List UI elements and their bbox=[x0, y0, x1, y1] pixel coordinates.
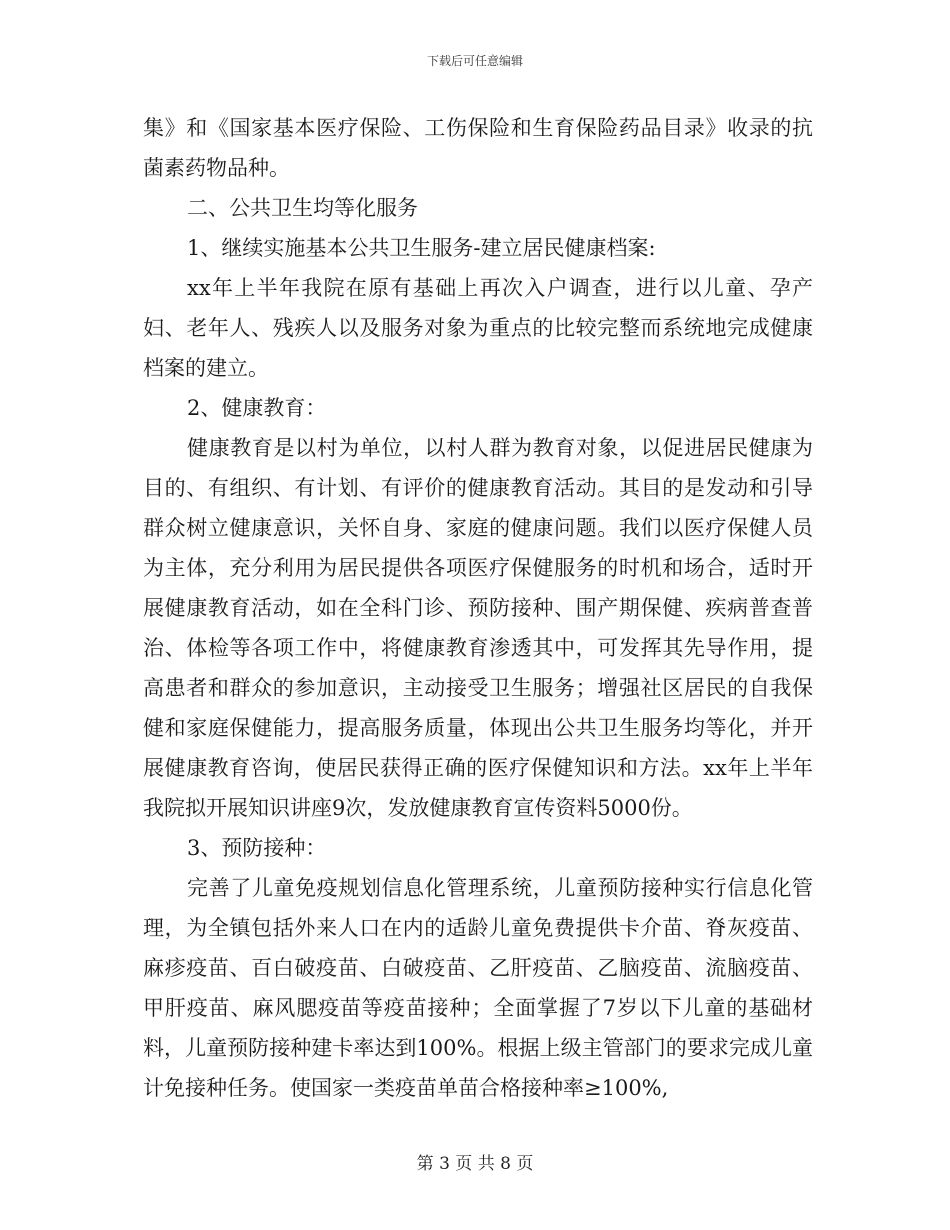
section-heading-public-health: 二、公共卫生均等化服务 bbox=[187, 196, 418, 220]
page-number: 第 3 页 共 8 页 bbox=[416, 1154, 534, 1174]
paragraph-health-education: 健康教育是以村为单位，以村人群为教育对象，以促进居民健康为目的、有组织、有计划、有评价的健康教育活动。其目的是发动和引导群众树立健康意识，关怀自身、家庭的健康问题。我们以医疗保健人员为主体，充分利用为居民提供各项医疗保健服务的时机和场合，适时开展健康教育活动，如在全科门诊、预防接种、围产期保健、疾病普查普治、体检等各项工作中，将健康教育渗透其中，可发挥其先导作用，提高患者和群众的参加意识，主动接受卫生服务；增强社区居民的自我保健和家庭保健能力，提高服务质量，体现出公共卫生服务均等化，并开展健康教育咨询，使居民获得正确的医疗保健知识和方法。xx年上半年我院拟开展知识讲座9次，发放健康教育宣传资料5000份。 bbox=[143, 436, 813, 820]
download-editable-note: 下载后可任意编辑 bbox=[426, 54, 523, 68]
document-body bbox=[143, 108, 813, 1108]
subheading-health-records: 1、继续实施基本公共卫生服务-建立居民健康档案: bbox=[187, 236, 656, 260]
paragraph-1: 集》和《国家基本医疗保险、工伤保险和生育保险药品目录》收录的抗菌素药物品种。 bbox=[143, 116, 813, 180]
paragraph-health-records: xx年上半年我院在原有基础上再次入户调查，进行以儿童、孕产妇、老年人、残疾人以及服务对象为重点的比较完整而系统地完成健康档案的建立。 bbox=[143, 276, 813, 380]
paragraph-vaccination: 完善了儿童免疫规划信息化管理系统，儿童预防接种实行信息化管理，为全镇包括外来人口在内的适龄儿童免费提供卡介苗、脊灰疫苗、麻疹疫苗、百白破疫苗、白破疫苗、乙肝疫苗、乙脑疫苗、流脑疫苗、甲肝疫苗、麻风腮疫苗等疫苗接种；全面掌握了7岁以下儿童的基础材料，儿童预防接种建卡率达到100%。根据上级主管部门的要求完成儿童计免接种任务。使国家一类疫苗单苗合格接种率≥100%, bbox=[143, 876, 813, 1100]
subheading-vaccination: 3、预防接种： bbox=[187, 836, 327, 860]
subheading-health-education: 2、健康教育： bbox=[187, 396, 327, 420]
